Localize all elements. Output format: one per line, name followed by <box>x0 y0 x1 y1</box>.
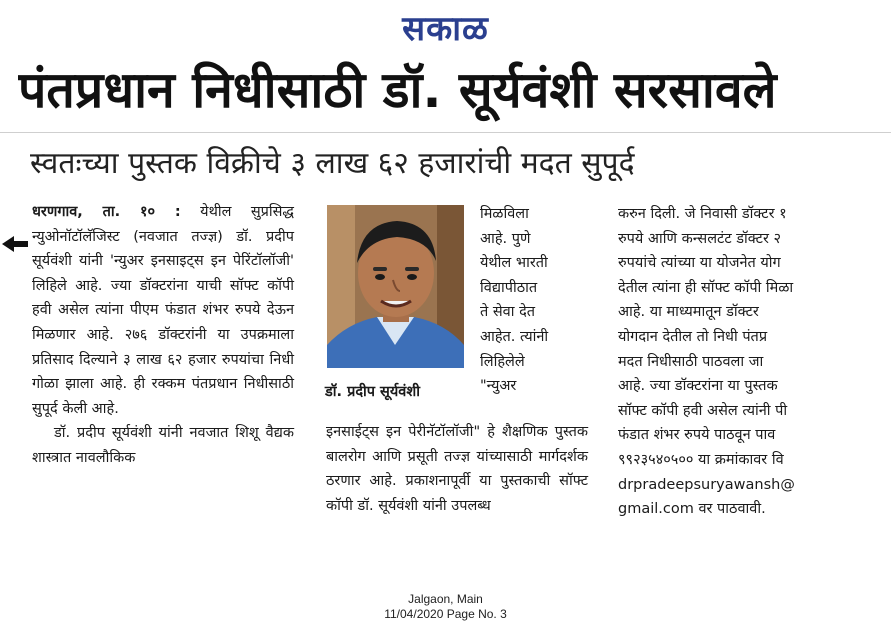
photo-caption: डॉ. प्रदीप सूर्यवंशी <box>325 384 420 400</box>
text-line: मदत निधीसाठी पाठवला जा <box>618 353 764 370</box>
dateline: धरणगाव, ता. १० : <box>32 204 181 220</box>
text-line: सॉफ्ट कॉपी हवी असेल त्यांनी पी <box>618 402 788 419</box>
text-line: लिहिलेले <box>480 353 525 370</box>
text-line: रुपये आणि कन्सलटंट डॉक्टर २ <box>618 230 782 247</box>
text-line: मिळविला <box>480 206 529 222</box>
text-line: "न्युअर <box>480 378 517 395</box>
text-line: ९९२३५४०५०० या क्रमांकावर वि <box>618 451 784 468</box>
headline: पंतप्रधान निधीसाठी डॉ. सूर्यवंशी सरसावले <box>18 61 777 119</box>
text-line: योगदान देतील तो निधी पंतप्र <box>618 328 768 345</box>
text-line: ते सेवा देत <box>480 304 536 321</box>
article-paragraph: येथील सुप्रसिद्ध न्युओनॉटॉलॅजिस्ट (नवजात तज्ज्ञ) डॉ. प्रदीप सूर्यवंशी यांनी 'न्युअर इनसाइट्स इन पेरिंटॉलॉजी' लिहिले आहे. ज्या डॉक्टरांना याची सॉफ्ट कॉपी हवी असेल त्यांना पीएम फंडात शंभर रुपये देऊन मिळणार आहे. २७६ डॉक्टरांनी या उपक्रमाला प्रतिसाद दिल्याने ३ लाख ६२ हजार रुपयांचा निधी गोळा झाला आहे. ही रक्कम पंतप्रधान निधीसाठी सुपूर्द केली आहे. <box>32 204 295 417</box>
email-text: drpradeepsuryawansh@ <box>618 476 795 493</box>
article-column-1 <box>32 200 294 471</box>
text-line: येथील भारती <box>480 255 548 272</box>
text-line: विद्यापीठात <box>480 279 538 296</box>
text-line: आहे. पुणे <box>480 230 531 247</box>
subheadline: स्वतःच्या पुस्तक विक्रीचे ३ लाख ६२ हजारांची मदत सुपूर्द <box>30 146 635 181</box>
article-column-3 <box>618 202 891 522</box>
edition-label: Jalgaon, Main <box>408 592 483 606</box>
text-line: आहेत. त्यांनी <box>480 328 549 345</box>
left-arrow-icon <box>2 236 28 252</box>
email-text: gmail.com वर पाठवावी. <box>618 501 766 518</box>
text-line: करुन दिली. जे निवासी डॉक्टर १ <box>618 206 787 222</box>
article-column-2-bottom <box>326 420 588 518</box>
portrait-illustration <box>327 205 464 368</box>
divider <box>0 132 891 133</box>
text-line: आहे. या माध्यमातून डॉक्टर <box>618 304 759 321</box>
article-paragraph: डॉ. प्रदीप सूर्यवंशी यांनी नवजात शिशू वैद्यक शास्त्रात नावलौकिक <box>32 425 294 466</box>
page-footer <box>0 592 891 622</box>
text-line: आहे. ज्या डॉक्टरांना या पुस्तक <box>618 378 778 395</box>
date-page-label: 11/04/2020 Page No. 3 <box>384 607 507 621</box>
article-paragraph: इनसाईट्स इन पेरीनॅटॉलॉजी" हे शैक्षणिक पुस्तक बालरोग आणि प्रसूती तज्ज्ञ यांच्यासाठी मार्गदर्शक ठरणार आहे. प्रकाशनापूर्वी या पुस्तकाची सॉफ्ट कॉपी डॉ. सूर्यवंशी यांनी उपलब्ध <box>326 424 588 514</box>
author-photo <box>327 205 464 368</box>
text-line: देतील त्यांना ही सॉफ्ट कॉपी मिळा <box>618 279 794 296</box>
newspaper-masthead: सकाळ <box>402 9 489 49</box>
article-column-2-top <box>480 202 588 399</box>
text-line: फंडात शंभर रुपये पाठवून पाव <box>618 427 776 444</box>
text-line: रुपयांचे त्यांच्या या योजनेत योग <box>618 255 781 272</box>
